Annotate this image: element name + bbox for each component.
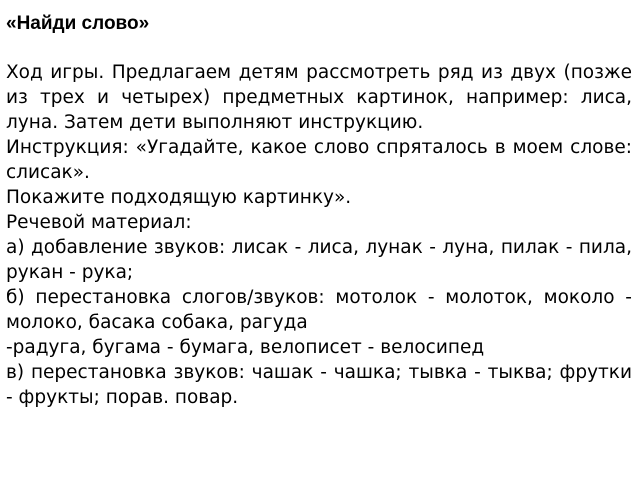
item-b-continuation: -радуга, бугама - бумага, велописет - велосипед bbox=[6, 337, 485, 358]
speech-material-heading: Речевой материал: bbox=[6, 212, 192, 233]
item-b-syllable-swap: б) перестановка слогов/звуков: мотолок - молоток, моколо - молоко, басака собака, рагуда bbox=[6, 287, 632, 333]
item-a-adding-sounds: а) добавление звуков: лисак - лиса, лунак - луна, пилак - пила, рукан - рука; bbox=[6, 237, 632, 283]
document-title: «Найди слово» bbox=[6, 13, 150, 34]
game-description-paragraph: Ход игры. Предлагаем детям рассмотреть ряд из двух (позже из трех и четырех) предметных картинок, например: лиса, луна. Затем дети выполняют инструкцию. bbox=[6, 62, 632, 133]
instruction-paragraph: Инструкция: «Угадайте, какое слово спряталось в моем слове: слисак». bbox=[6, 137, 632, 183]
item-c-sound-swap: в) перестановка звуков: чашак - чашка; тывка - тыква; фрутки - фрукты; порав. повар. bbox=[6, 362, 632, 408]
show-picture-line: Покажите подходящую картинку». bbox=[6, 187, 352, 208]
